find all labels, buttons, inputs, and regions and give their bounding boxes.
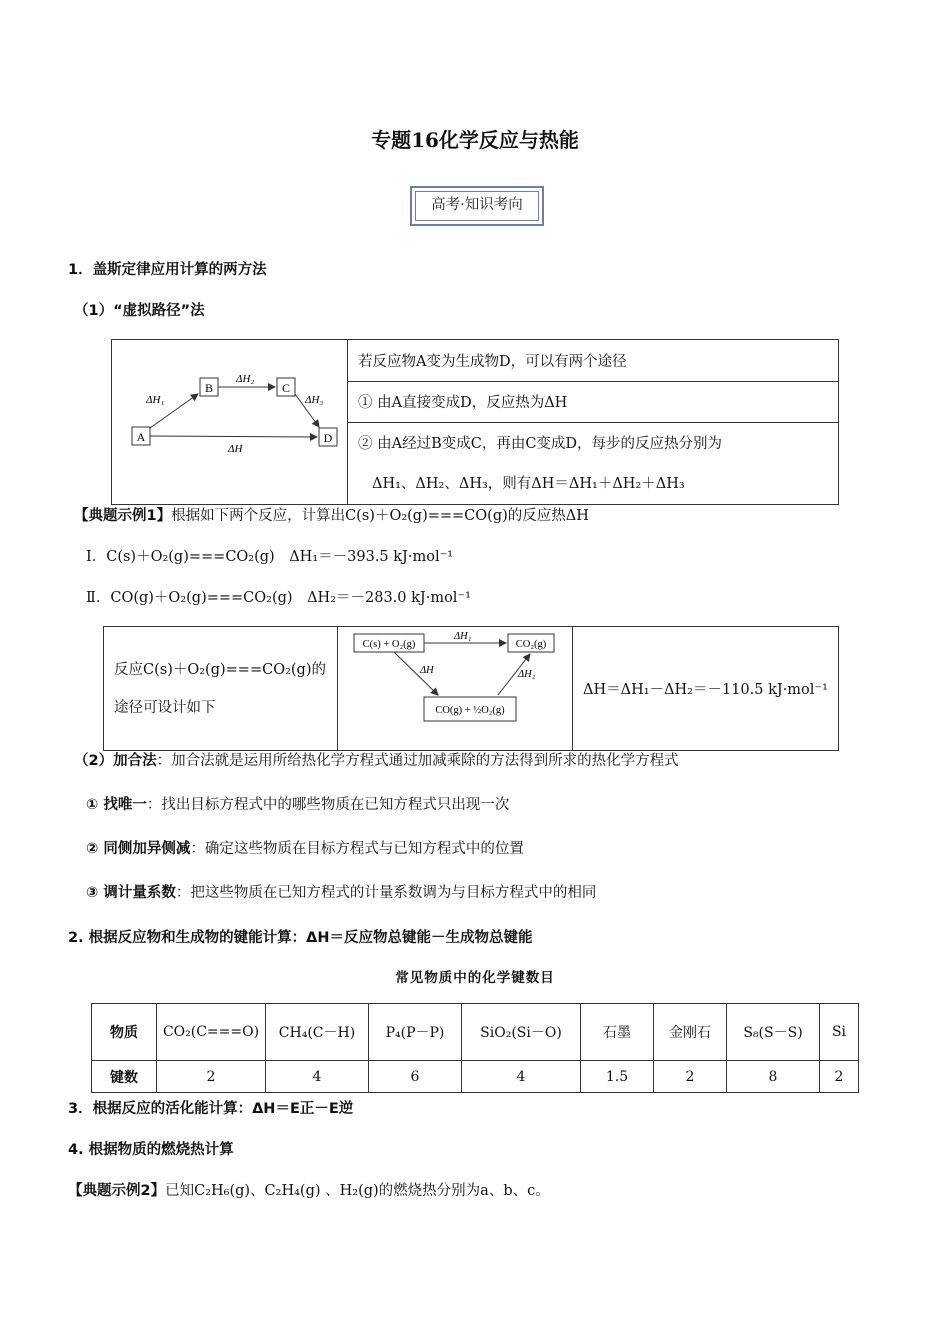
bond-table-header-cell: 金刚石 [654, 1004, 727, 1061]
example-1-label: 【典题示例1】 [74, 508, 172, 524]
route-diagram-cell [338, 627, 573, 751]
step-3 [86, 881, 596, 902]
route-result: ΔH＝ΔH₁－ΔH₂＝－110.5 kJ·mol⁻¹ [573, 627, 839, 751]
path-row-3-line-2: ΔH₁、ΔH₂、ΔH₃，则有ΔH＝ΔH₁＋ΔH₂＋ΔH₃ [372, 475, 685, 492]
heading-3: 3．根据反应的活化能计算：ΔH＝E正－E逆 [68, 1101, 354, 1117]
example-1-text: 根据如下两个反应，计算出C(s)＋O₂(g)===CO(g)的反应热ΔH [171, 508, 589, 524]
step-3-label: ③ 调计量系数 [86, 885, 176, 901]
node-d-label: D [323, 431, 333, 445]
route-label-dh2: ΔH₂ [518, 669, 536, 680]
bond-table-row [92, 1061, 859, 1093]
path-diagram [112, 340, 347, 500]
route-left-cell [104, 627, 338, 751]
equation-2: Ⅱ．CO(g)＋O₂(g)===CO₂(g) ΔH₂＝－283.0 kJ·mol⁻¹ [86, 590, 471, 606]
bond-table-cell: 2 [654, 1061, 727, 1093]
label-dh1: ΔH₁ [146, 394, 165, 406]
path-row-3-line-1: ② 由A经过B变成C，再由C变成D，每步的反应热分别为 [358, 435, 723, 452]
path-row-2: ① 由A直接变成D，反应热为ΔH [348, 381, 839, 423]
virtual-path-table [111, 339, 839, 505]
bond-table-header-row [92, 1004, 859, 1061]
arrow-a-d [150, 436, 317, 437]
label-dh: ΔH [228, 443, 243, 455]
bond-table-header-cell: CH₄(C－H) [266, 1004, 369, 1061]
additive-method [74, 749, 679, 770]
example-2-label: 【典题示例2】 [68, 1183, 166, 1199]
bond-table-header-cell: SiO₂(Si－O) [462, 1004, 581, 1061]
route-left-line-1: 反应C(s)＋O₂(g)===CO₂(g)的 [114, 661, 326, 678]
example-2 [68, 1179, 550, 1200]
bond-table-header-cell: S₈(S－S) [727, 1004, 820, 1061]
node-b-label: B [204, 381, 214, 395]
bond-table-cell: 4 [266, 1061, 369, 1093]
bond-table-title: 常见物质中的化学键数目 [395, 970, 555, 986]
additive-method-label: （2）加合法 [74, 753, 157, 769]
step-2-label: ② 同侧加异侧减 [86, 841, 191, 857]
section-badge-label: 高考·知识考向 [415, 191, 539, 221]
page-title: 专题16化学反应与热能 [371, 128, 579, 152]
step-1-text: ：找出目标方程式中的哪些物质在已知方程式只出现一次 [146, 797, 510, 813]
route-end-label: CO₂(g) [515, 639, 547, 650]
step-1-label: ① 找唯一 [86, 797, 147, 813]
heading-4: 4. 根据物质的燃烧热计算 [68, 1142, 234, 1158]
bond-table-cell: 4 [462, 1061, 581, 1093]
bond-table-header-cell: 物质 [92, 1004, 157, 1061]
path-row-1: 若反应物A变为生成物D，可以有两个途径 [348, 340, 839, 382]
node-c-label: C [281, 381, 291, 395]
route-diagram [338, 627, 572, 746]
example-2-text: 已知C₂H₆(g)、C₂H₄(g) 、H₂(g)的燃烧热分别为a、b、c。 [165, 1183, 550, 1199]
section-badge [410, 186, 544, 226]
path-row-3 [348, 423, 839, 505]
route-label-dh: ΔH [420, 665, 434, 676]
step-2-text: ：确定这些物质在目标方程式与已知方程式中的位置 [190, 841, 524, 857]
heading-1: 1．盖斯定律应用计算的两方法 [68, 262, 267, 278]
step-2 [86, 837, 524, 858]
bond-table-cell: 1.5 [581, 1061, 654, 1093]
bond-table-cell: 6 [369, 1061, 462, 1093]
path-diagram-cell [112, 340, 348, 505]
equation-1: Ⅰ．C(s)＋O₂(g)===CO₂(g) ΔH₁＝－393.5 kJ·mol⁻¹ [86, 549, 454, 565]
route-mid-label: CO(g) + ½O₂(g) [435, 705, 505, 716]
bond-table-cell: 键数 [92, 1061, 157, 1093]
route-label-dh1: ΔH₁ [454, 631, 472, 642]
bond-table-cell: 8 [727, 1061, 820, 1093]
additive-method-text: ：加合法就是运用所给热化学方程式通过加减乘除的方法得到所求的热化学方程式 [156, 753, 679, 769]
heading-2: 2. 根据反应物和生成物的键能计算：ΔH＝反应物总键能－生成物总键能 [68, 930, 533, 946]
bond-table-header-cell: 石墨 [581, 1004, 654, 1061]
label-dh3: ΔH₃ [305, 394, 324, 406]
route-left-line-2: 途径可设计如下 [114, 699, 216, 716]
route-table [103, 626, 839, 751]
bond-table-cell: 2 [820, 1061, 859, 1093]
bond-table [91, 1003, 859, 1093]
step-1 [86, 793, 509, 814]
label-dh2: ΔH₂ [236, 373, 255, 385]
example-1 [74, 504, 589, 525]
route-start-label: C(s) + O₂(g) [362, 639, 416, 650]
node-a-label: A [136, 430, 146, 444]
bond-table-header-cell: P₄(P－P) [369, 1004, 462, 1061]
bond-table-cell: 2 [157, 1061, 266, 1093]
subheading-virtual-path: （1）“虚拟路径”法 [74, 303, 205, 319]
bond-table-header-cell: Si [820, 1004, 859, 1061]
bond-table-header-cell: CO₂(C===O) [157, 1004, 266, 1061]
step-3-text: ：把这些物质在已知方程式的计量系数调为与目标方程式中的相同 [175, 885, 597, 901]
